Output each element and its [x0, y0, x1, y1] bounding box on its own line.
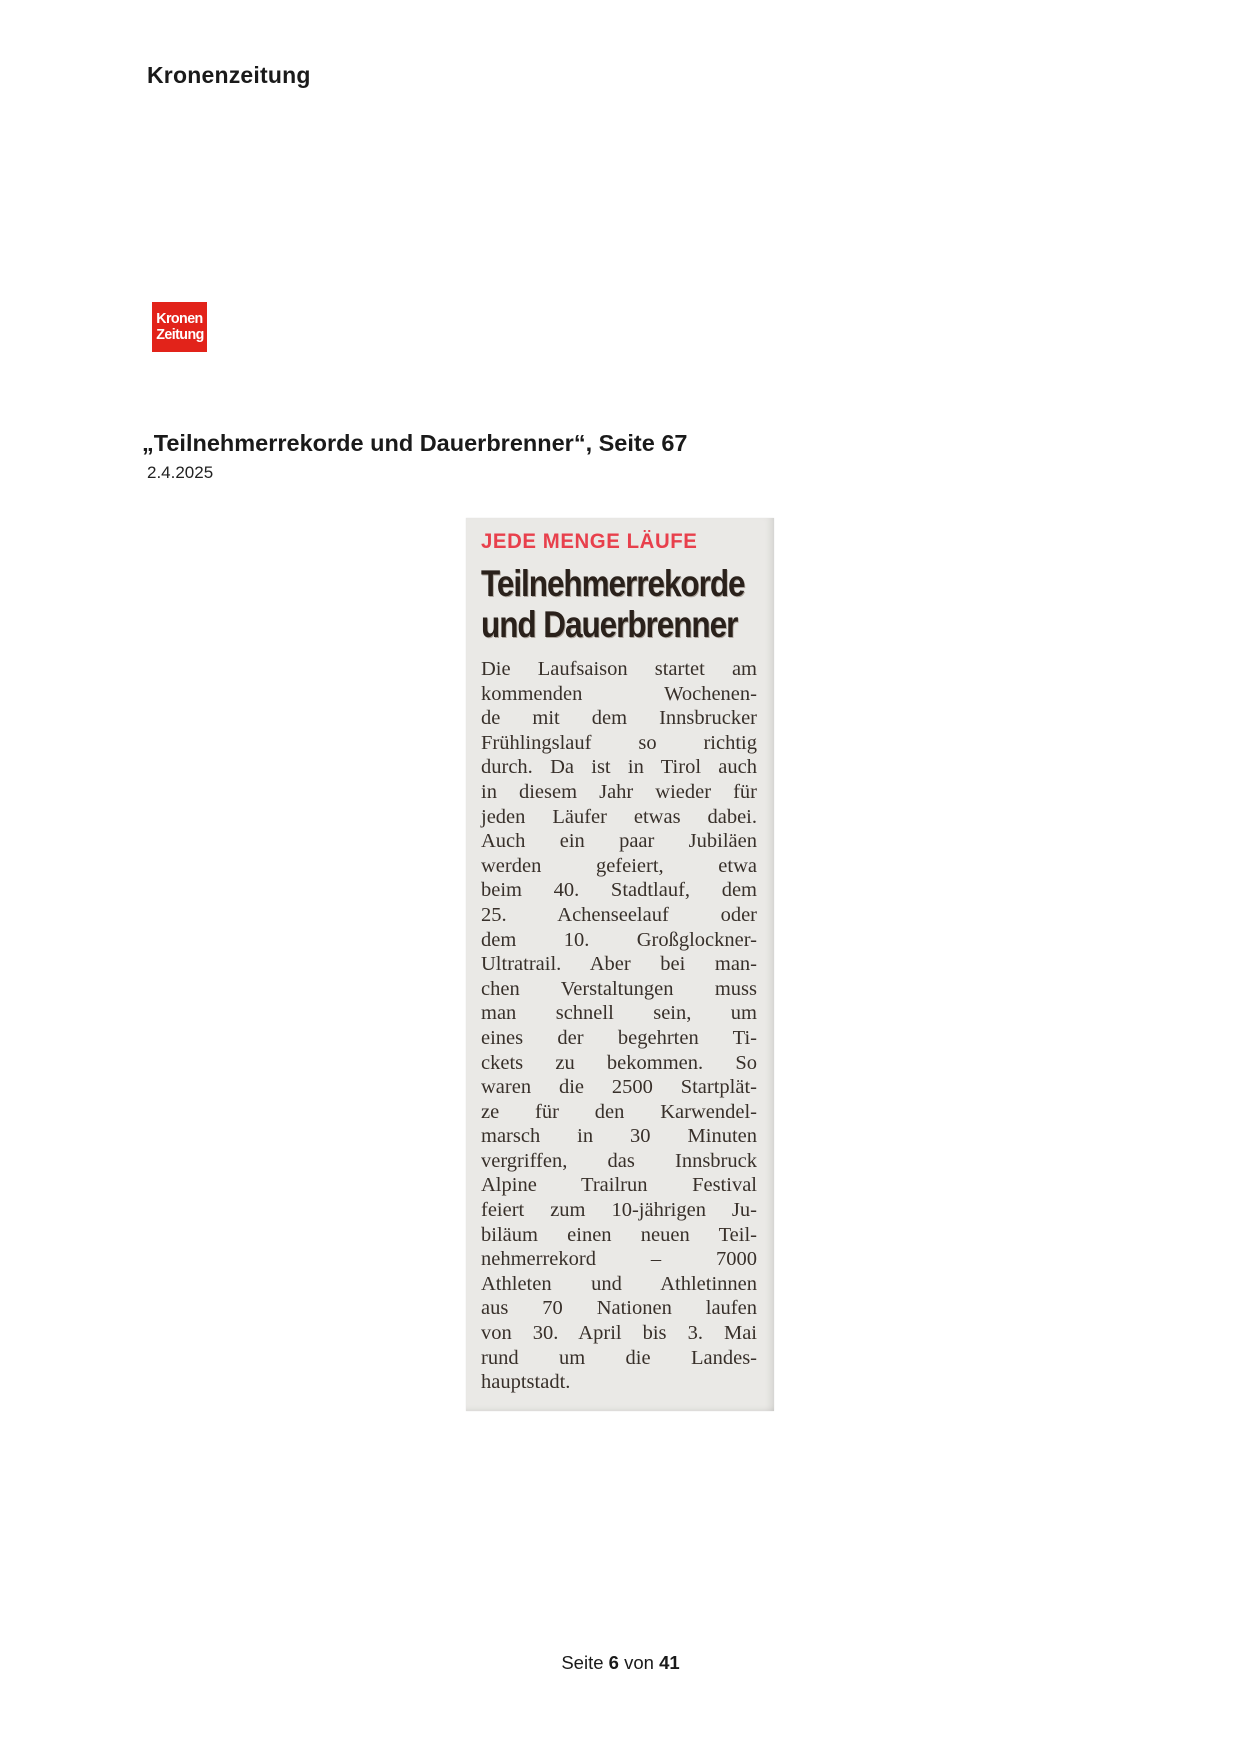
footer-current-page: 6 — [608, 1652, 619, 1673]
clipping-body-line: eines der begehrten Ti- — [481, 1026, 757, 1049]
logo-line-1: Kronen — [156, 310, 203, 327]
clipping-body-line: Ultratrail. Aber bei man- — [481, 953, 757, 976]
clipping-body-line: Frühlingslauf so richtig — [481, 731, 757, 754]
clipping-body-line: kommenden Wochenen- — [481, 682, 757, 705]
clipping-body-line: marsch in 30 Minuten — [481, 1125, 757, 1148]
clipping-body-line: 25. Achenseelauf oder — [481, 903, 757, 926]
clipping-body-line: Athleten und Athletinnen — [481, 1272, 757, 1295]
clipping-body-line: de mit dem Innsbrucker — [481, 707, 757, 730]
clipping-body-line: man schnell sein, um — [481, 1002, 757, 1025]
clipping-kicker: JEDE MENGE LÄUFE — [481, 530, 698, 553]
clipping-body-line: von 30. April bis 3. Mai — [481, 1322, 757, 1345]
clipping-body-line: dem 10. Großglockner- — [481, 928, 757, 951]
clipping-body-line: hauptstadt. — [481, 1371, 571, 1394]
clipping-headline — [481, 563, 758, 645]
clipping-body-line: waren die 2500 Startplät- — [481, 1076, 757, 1099]
clipping-body-line: durch. Da ist in Tirol auch — [481, 756, 757, 779]
clipping-headline-line-2: und Dauerbrenner — [481, 604, 738, 645]
clipping-body-line: vergriffen, das Innsbruck — [481, 1149, 757, 1172]
kronen-zeitung-logo — [152, 302, 207, 352]
clipping-body-line: rund um die Landes- — [481, 1346, 757, 1369]
clipping-headline-line-1: Teilnehmerrekorde — [481, 563, 745, 604]
clipping-body-line: chen Verstaltungen muss — [481, 977, 757, 1000]
clipping-body-text — [481, 657, 757, 1395]
clipping-body-line: in diesem Jahr wieder für — [481, 780, 757, 803]
clipping-body-line: ze für den Karwendel- — [481, 1100, 757, 1123]
clipping-body-line: Die Laufsaison startet am — [481, 658, 757, 680]
press-clipping-image — [466, 518, 774, 1411]
header-source-name: Kronenzeitung — [147, 62, 311, 88]
page-footer — [0, 1652, 1241, 1674]
clipping-body-line: werden gefeiert, etwa — [481, 854, 757, 877]
footer-total-pages: 41 — [659, 1652, 680, 1673]
logo-line-2: Zeitung — [155, 326, 204, 343]
clipping-body-line: nehmerrekord – 7000 — [481, 1248, 757, 1271]
clipping-body-line: feiert zum 10-jährigen Ju- — [481, 1199, 757, 1222]
clipping-body-line: biläum einen neuen Teil- — [481, 1223, 757, 1246]
clipping-body-line: Auch ein paar Jubiläen — [481, 830, 757, 853]
article-title: „Teilnehmerrekorde und Dauerbrenner“, Seite 67 — [142, 430, 688, 456]
footer-seite-label: Seite — [561, 1652, 604, 1673]
article-date: 2.4.2025 — [147, 463, 214, 482]
clipping-body-line: Alpine Trailrun Festival — [481, 1174, 757, 1197]
footer-von-label: von — [624, 1652, 654, 1673]
clipping-body-line: ckets zu bekommen. So — [481, 1051, 757, 1074]
clipping-body-line: jeden Läufer etwas dabei. — [481, 805, 757, 828]
clipping-body-line: beim 40. Stadtlauf, dem — [481, 879, 757, 902]
clipping-body-line: aus 70 Nationen laufen — [481, 1297, 757, 1320]
